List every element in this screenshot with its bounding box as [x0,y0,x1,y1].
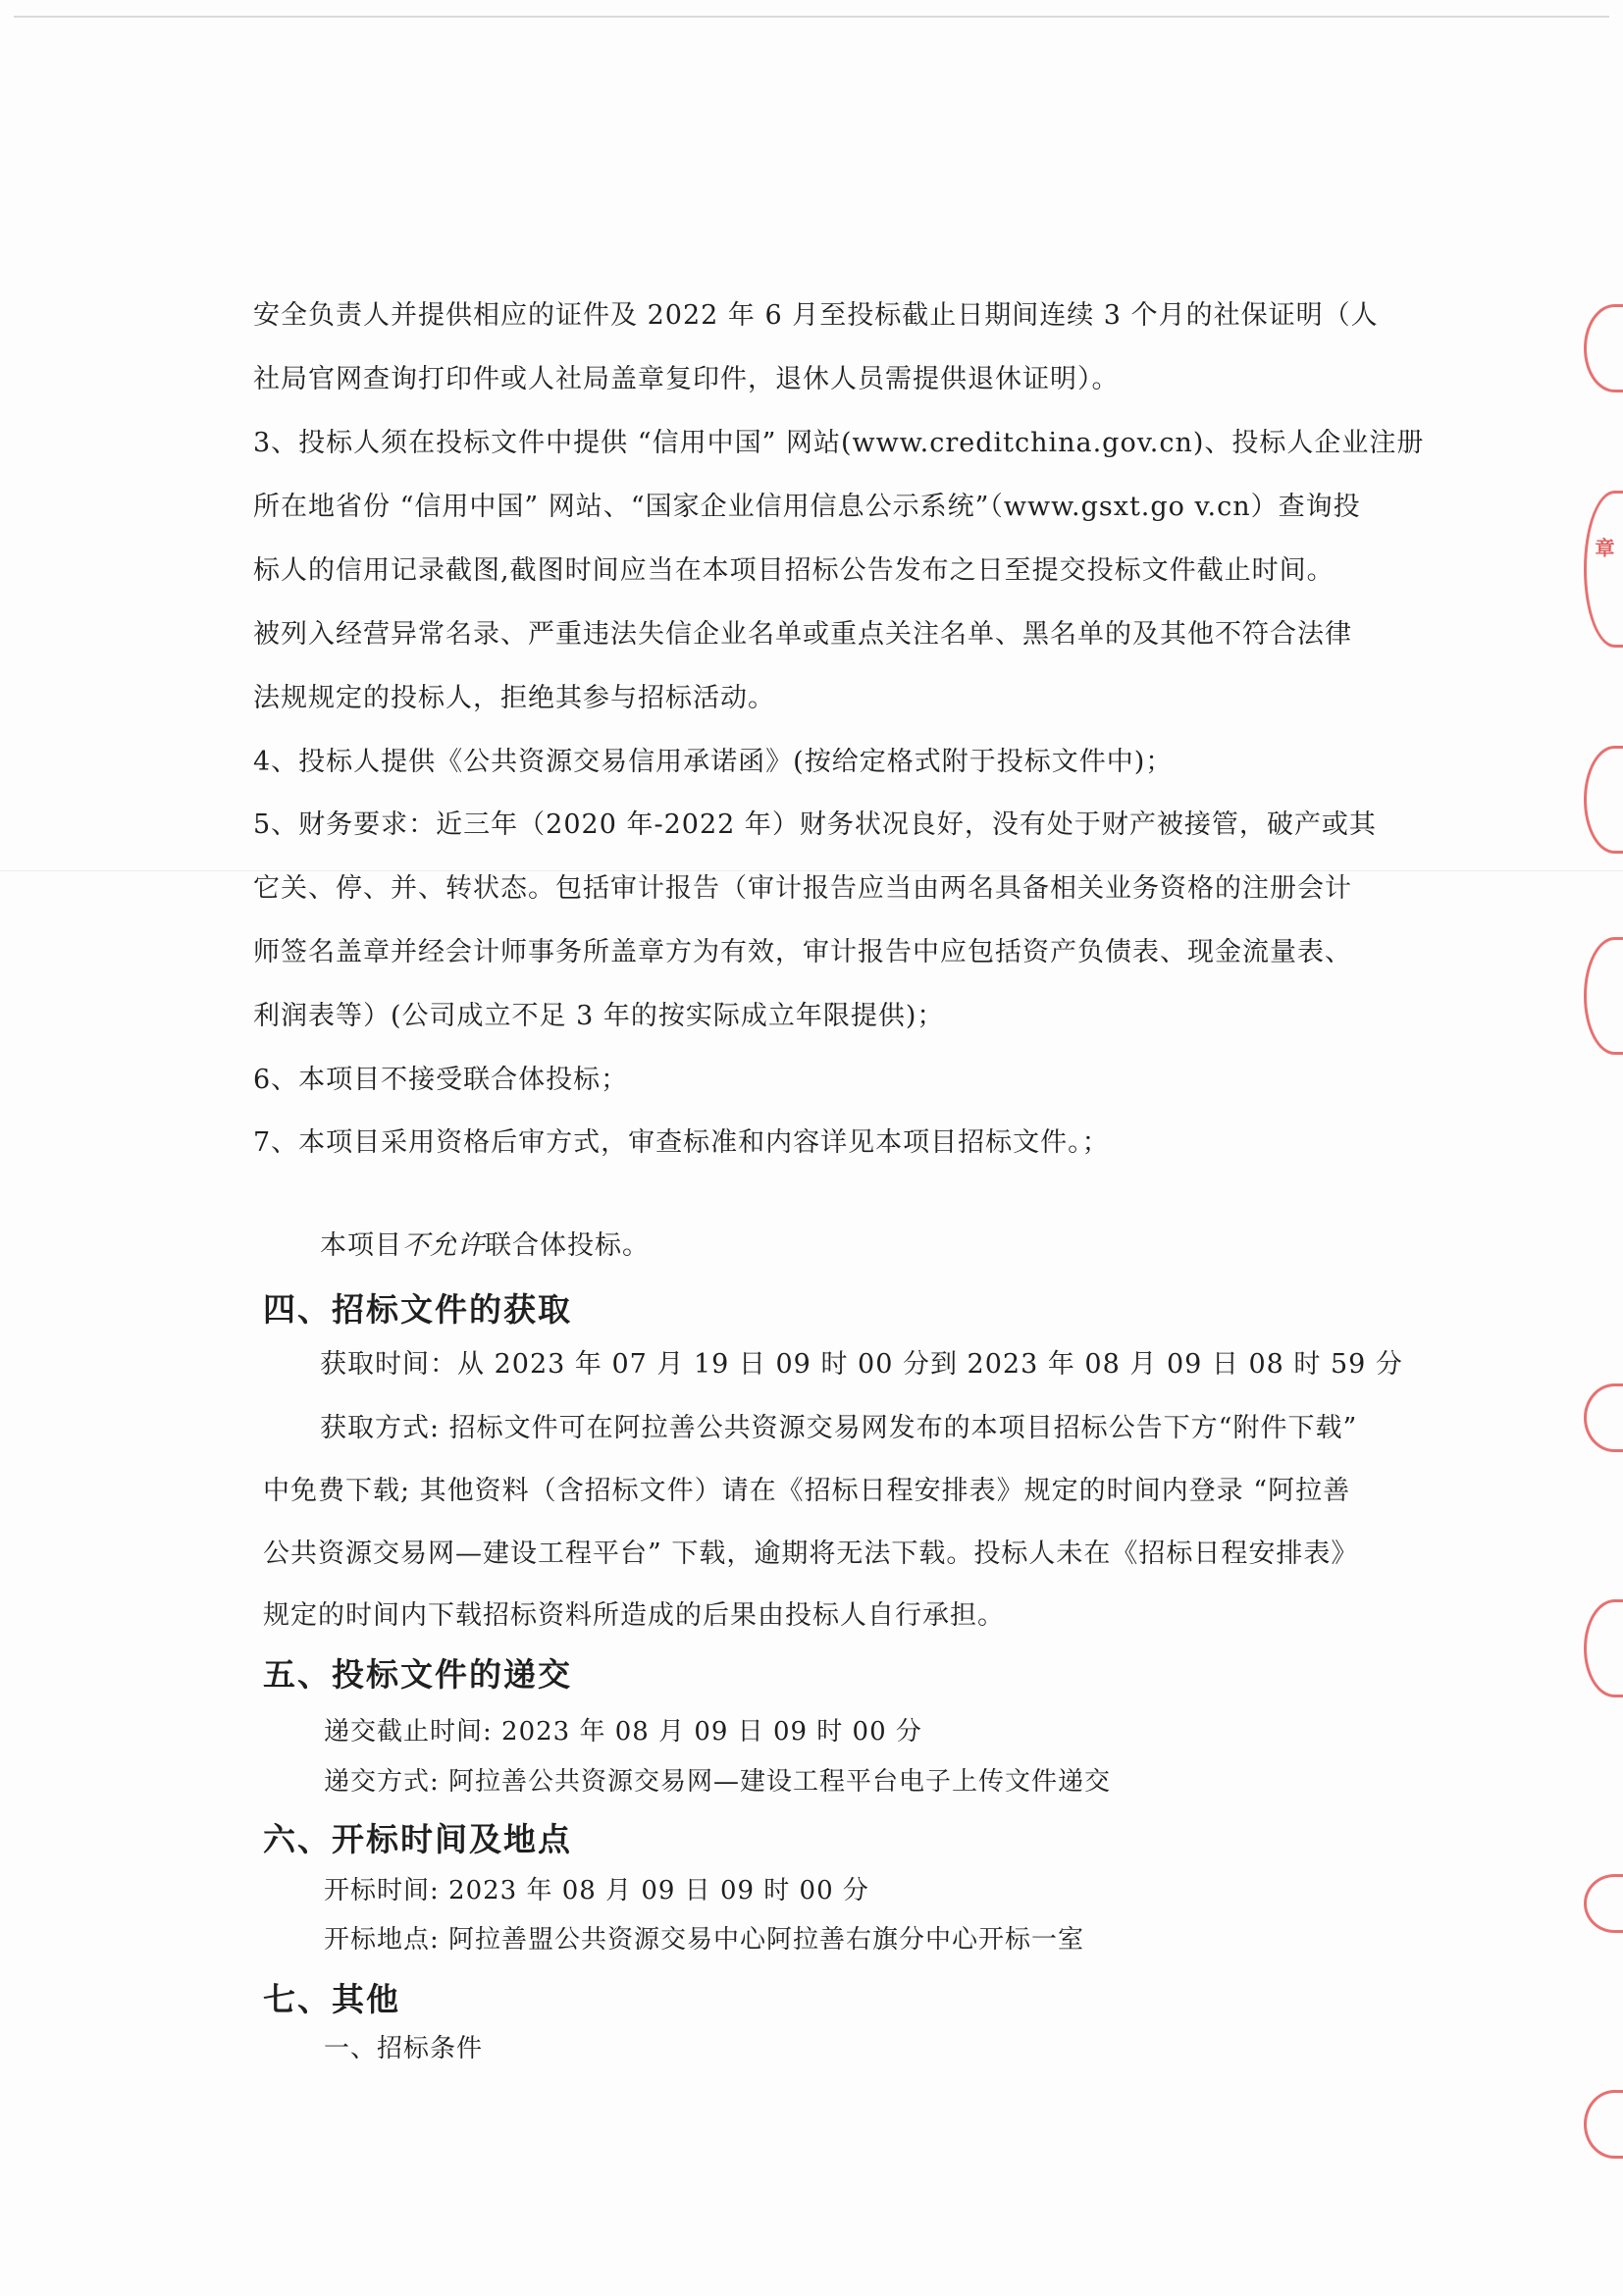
other-item: 一、招标条件 [324,2034,484,2063]
text-line: 利润表等）(公司成立不足 3 年的按实际成立年限提供)； [253,1001,945,1031]
text-line: 它关、停、并、转状态。包括审计报告（审计报告应当由两名具备相关业务资格的注册会计 [253,873,1352,904]
seal-stamp [1578,1383,1623,1452]
text-line: 7、本项目采用资格后审方式，审查标准和内容详见本项目招标文件。； [253,1127,1110,1158]
text-line: 标人的信用记录截图,截图时间应当在本项目招标公告发布之日至提交投标文件截止时间。 [253,555,1335,586]
acquire-method-line: 中免费下载; 其他资料（含招标文件）请在《招标日程安排表》规定的时间内登录 “阿拉善 [263,1476,1351,1506]
text-line: 安全负责人并提供相应的证件及 2022 年 6 月至投标截止日期间连续 3 个月的社保证明（人 [253,300,1379,331]
section-heading-7: 七、其他 [263,1980,400,2018]
section-heading-6: 六、开标时间及地点 [263,1820,572,1858]
scan-fold-line [0,870,1623,871]
text-line: 4、投标人提供《公共资源交易信用承诺函》(按给定格式附于投标文件中)； [253,747,1174,777]
section-heading-5: 五、投标文件的递交 [263,1655,572,1694]
text-line: 被列入经营异常名录、严重违法失信企业名单或重点关注名单、黑名单的及其他不符合法律 [253,619,1352,650]
section-heading-4: 四、招标文件的获取 [263,1290,572,1329]
acquire-method-line: 公共资源交易网—建设工程平台” 下载，逾期将无法下载。投标人未在《招标日程安排表》 [263,1539,1359,1569]
submit-method: 递交方式: 阿拉善公共资源交易网—建设工程平台电子上传文件递交 [324,1767,1112,1797]
seal-stamp [1578,746,1623,854]
consortium-prefix: 本项目 [320,1230,402,1261]
consortium-suffix: 联合体投标。 [485,1230,650,1261]
acquire-method-line: 获取方式: 招标文件可在阿拉善公共资源交易网发布的本项目招标公告下方“附件下载” [320,1413,1358,1443]
text-line: 6、本项目不接受联合体投标； [253,1065,629,1095]
seal-stamp: 章 [1578,491,1623,648]
text-line: 师签名盖章并经会计师事务所盖章方为有效，审计报告中应包括资产负债表、现金流量表、 [253,937,1352,967]
acquire-method-line: 规定的时间内下载招标资料所造成的后果由投标人自行承担。 [263,1600,1005,1631]
submit-deadline: 递交截止时间: 2023 年 08 月 09 日 09 时 00 分 [324,1717,922,1747]
seal-stamp [1578,304,1623,392]
scan-top-border [14,16,1609,18]
text-line: 法规规定的投标人，拒绝其参与招标活动。 [253,683,775,713]
opening-place: 开标地点: 阿拉善盟公共资源交易中心阿拉善右旗分中心开标一室 [324,1925,1085,1955]
seal-stamp [1578,1599,1623,1697]
text-line: 社局官网查询打印件或人社局盖章复印件，退休人员需提供退休证明）。 [253,364,1120,394]
seal-stamp [1578,1874,1623,1933]
consortium-emphasis: 不允许 [402,1230,485,1261]
acquire-time: 获取时间：从 2023 年 07 月 19 日 09 时 00 分到 2023 年 08 月 09 日 08 时 59 分 [320,1349,1403,1380]
text-line: 3、投标人须在投标文件中提供 “信用中国” 网站(www.creditchina.gov.cn)、投标人企业注册 [253,428,1425,458]
seal-stamp [1578,937,1623,1055]
consortium-statement [320,1232,1411,1259]
opening-time: 开标时间: 2023 年 08 月 09 日 09 时 00 分 [324,1876,869,1905]
text-line: 5、财务要求：近三年（2020 年-2022 年）财务状况良好，没有处于财产被接管，破产或其 [253,809,1377,840]
seal-stamp [1578,2090,1623,2159]
text-line: 所在地省份 “信用中国” 网站、“国家企业信用信息公示系统”（www.gsxt.go v.cn）查询投 [253,492,1361,522]
